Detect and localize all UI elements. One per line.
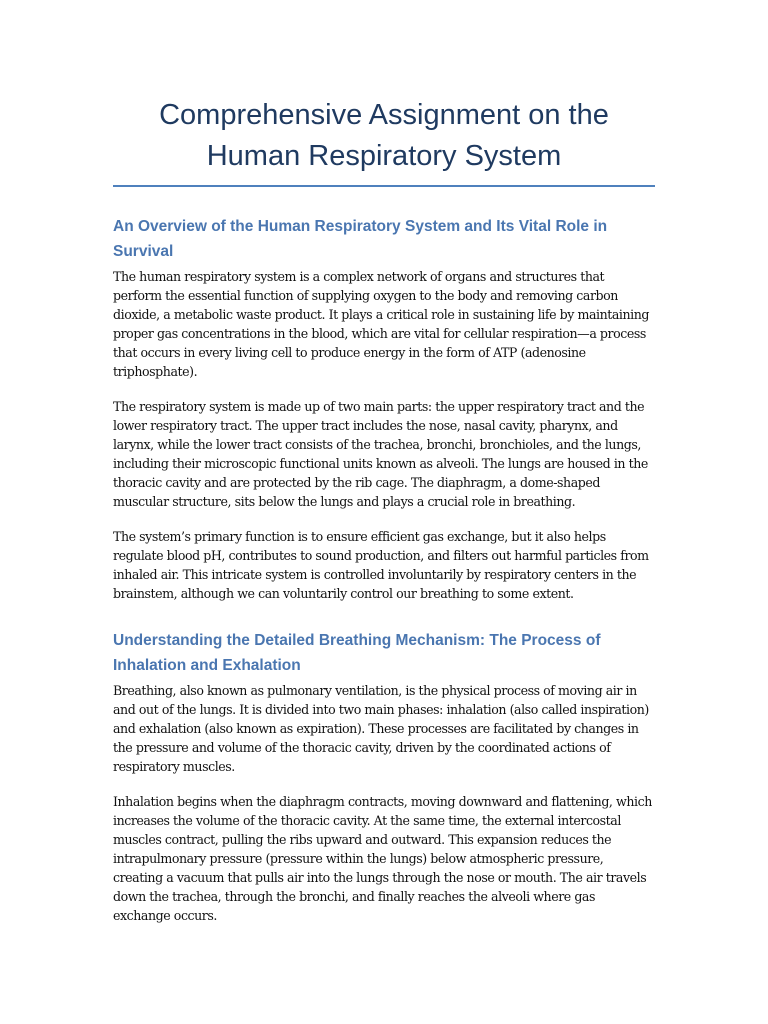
section-breathing-mechanism: [113, 628, 655, 925]
document-page: [113, 0, 655, 925]
paragraph: Inhalation begins when the diaphragm contracts, moving downward and flattening, which increases the volume of the thoracic cavity. At the same time, the external intercostal muscles contract, pulling the ribs upward and outward. This expansion reduces the intrapulmonary pressure (pressure within the lungs) below atmospheric pressure, creating a vacuum that pulls air into the lungs through the nose or mouth. The air travels down the trachea, through the bronchi, and finally reaches the alveoli where gas exchange occurs.: [113, 794, 652, 923]
paragraph: The system’s primary function is to ensure efficient gas exchange, but it also helps regulate blood pH, contributes to sound production, and filters out harmful particles from inhaled air. This intricate system is controlled involuntarily by respiratory centers in the brainstem, although we can voluntarily control our breathing to some extent.: [113, 529, 649, 601]
document-title-line-2: Human Respiratory System: [206, 140, 562, 172]
document-title-line-1: Comprehensive Assignment on the: [159, 99, 609, 131]
section-heading: Understanding the Detailed Breathing Mechanism: The Process of Inhalation and Exhalation: [113, 632, 601, 674]
paragraph: The human respiratory system is a complex network of organs and structures that perform the essential function of supplying oxygen to the body and removing carbon dioxide, a metabolic waste product. It plays a critical role in sustaining life by maintaining proper gas concentrations in the blood, which are vital for cellular respiration—a process that occurs in every living cell to produce energy in the form of ATP (adenosine triphosphate).: [113, 269, 650, 379]
paragraph: Breathing, also known as pulmonary ventilation, is the physical process of moving air in and out of the lungs. It is divided into two main phases: inhalation (also called inspiration) and exhalation (also known as expiration). These processes are facilitated by changes in the pressure and volume of the thoracic cavity, driven by the coordinated actions of respiratory muscles.: [113, 683, 649, 774]
paragraph: The respiratory system is made up of two main parts: the upper respiratory tract and the lower respiratory tract. The upper tract includes the nose, nasal cavity, pharynx, and larynx, while the lower tract consists of the trachea, bronchi, bronchioles, and the lungs, including their microscopic functional units known as alveoli. The lungs are housed in the thoracic cavity and are protected by the rib cage. The diaphragm, a dome-shaped muscular structure, sits below the lungs and plays a crucial role in breathing.: [113, 399, 648, 509]
section-heading: An Overview of the Human Respiratory System and Its Vital Role in Survival: [113, 218, 608, 260]
title-underline-divider: [113, 185, 655, 187]
document-title: [113, 0, 655, 177]
section-overview: [113, 214, 655, 603]
